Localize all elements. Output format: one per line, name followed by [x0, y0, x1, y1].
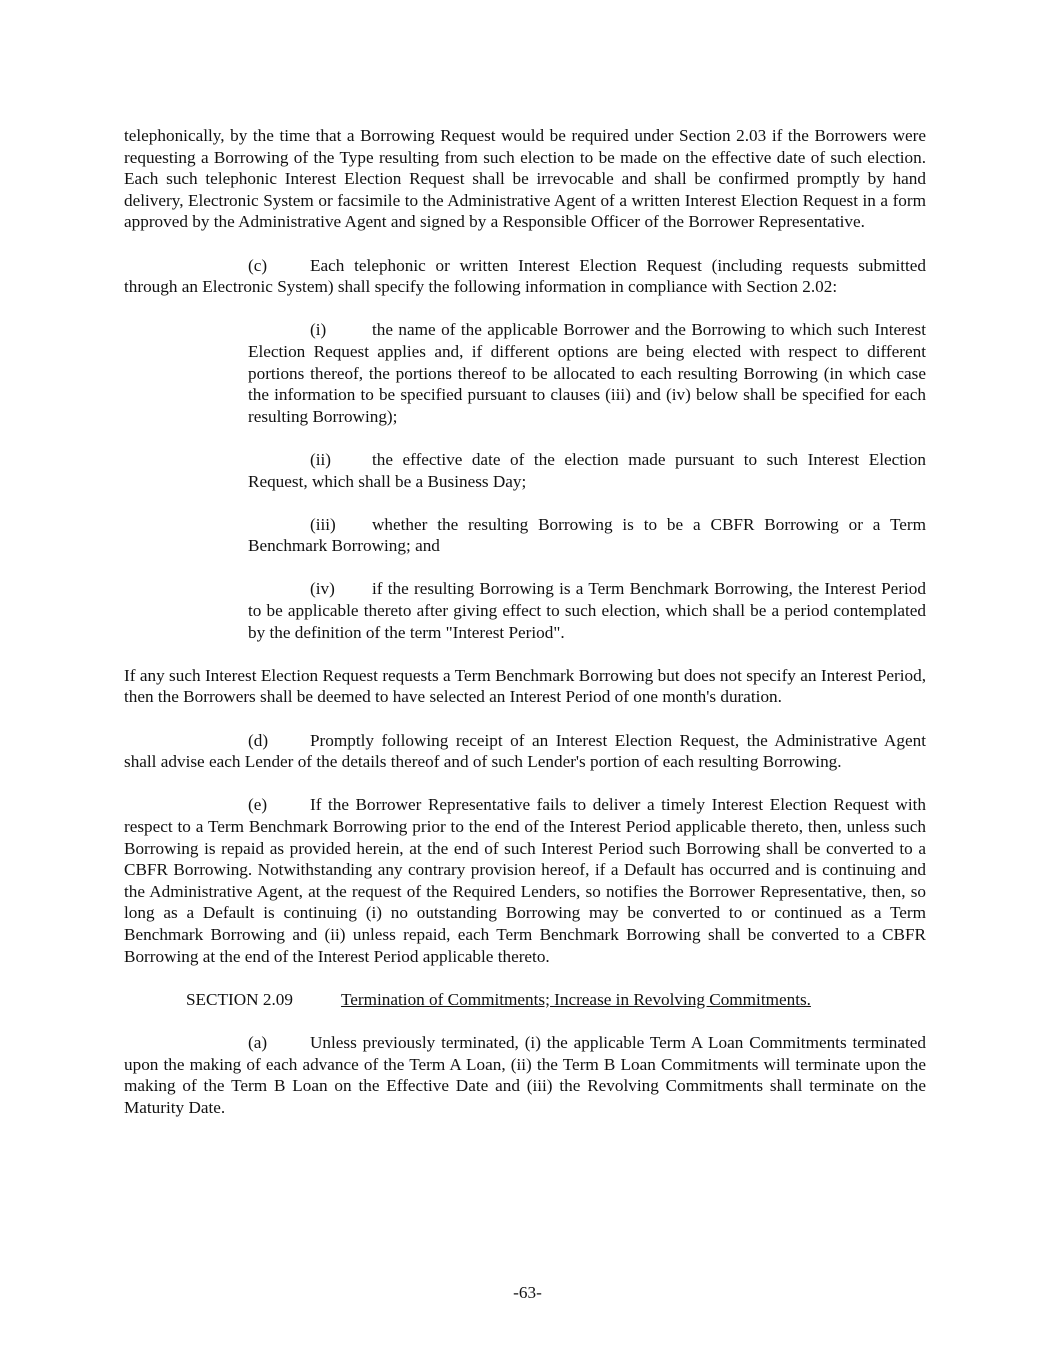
section-label: SECTION 2.09	[186, 989, 293, 1009]
subclause-label-i: (i)	[310, 320, 327, 340]
page-number: -63-	[513, 1283, 542, 1302]
paragraph-interest-period-default: If any such Interest Election Request requests a Term Benchmark Borrowing but does not specify an Interest Period, then the Borrowers shall be deemed to have selected an Interest Period of one month's duration.	[124, 665, 926, 707]
subclause-text-iii: whether the resulting Borrowing is to be a CBFR Borrowing or a Term Benchmark Borrowing; and	[248, 514, 926, 556]
subclause-label-iii: (iii)	[310, 514, 336, 534]
clause-label-a: (a)	[248, 1032, 268, 1052]
paragraph-d	[124, 730, 926, 773]
subclause-iii	[248, 514, 926, 557]
subclause-iv	[248, 578, 926, 643]
clause-label-d: (d)	[248, 730, 269, 750]
section-title: Termination of Commitments; Increase in Revolving Commitments.	[341, 989, 811, 1009]
subclause-text-iv: if the resulting Borrowing is a Term Benchmark Borrowing, the Interest Period to be applicable thereto after giving effect to such election, which shall be a period contemplated by the definition of the term "Interest Period".	[248, 579, 926, 642]
clause-label-c: (c)	[248, 255, 268, 275]
paragraph-e	[124, 794, 926, 967]
clause-text-e: If the Borrower Representative fails to deliver a timely Interest Election Request with respect to a Term Benchmark Borrowing prior to the end of the Interest Period applicable thereto, then, unless such Borrowing is repaid as provided herein, at the end of such Interest Period such Borrowing shall be converted to a CBFR Borrowing. Notwithstanding any contrary provision hereof, if a Default has occurred and is continuing and the Administrative Agent, at the request of the Required Lenders, so notifies the Borrower Representative, then, so long as a Default is continuing (i) no outstanding Borrowing may be converted to or continued as a Term Benchmark Borrowing and (ii) unless repaid, each Term Benchmark Borrowing shall be converted to a CBFR Borrowing at the end of the Interest Period applicable thereto.	[124, 795, 926, 966]
paragraph-c	[124, 255, 926, 298]
clause-label-e: (e)	[248, 795, 268, 815]
subclause-i	[248, 319, 926, 427]
subclause-text-i: the name of the applicable Borrower and the Borrowing to which such Interest Election Request applies and, if different options are being elected with respect to different portions thereof, the portions thereof to be allocated to each resulting Borrowing (in which case the information to be specified pursuant to clauses (iii) and (iv) below shall be specified for each resulting Borrowing);	[248, 320, 926, 426]
section-heading	[124, 989, 926, 1011]
document-body	[124, 125, 926, 1140]
clause-text-c: Each telephonic or written Interest Election Request (including requests submitted through an Electronic System) shall specify the following information in compliance with Section 2.02:	[124, 255, 926, 297]
subclause-label-iv: (iv)	[310, 579, 335, 599]
clause-text-a: Unless previously terminated, (i) the applicable Term A Loan Commitments terminated upon the making of each advance of the Term A Loan, (ii) the Term B Loan Commitments will terminate upon the making of the Term B Loan on the Effective Date and (iii) the Revolving Commitments shall terminate on the Maturity Date.	[124, 1032, 926, 1117]
clause-text-d: Promptly following receipt of an Interest Election Request, the Administrative Agent shall advise each Lender of the details thereof and of such Lender's portion of each resulting Borrowing.	[124, 730, 926, 772]
subclause-ii	[248, 449, 926, 492]
paragraph-a	[124, 1032, 926, 1118]
subclause-text-ii: the effective date of the election made pursuant to such Interest Election Request, which shall be a Business Day;	[248, 449, 926, 491]
paragraph-continuation: telephonically, by the time that a Borrowing Request would be required under Section 2.03 if the Borrowers were requesting a Borrowing of the Type resulting from such election to be made on the effective date of such election. Each such telephonic Interest Election Request shall be irrevocable and shall be confirmed promptly by hand delivery, Electronic System or facsimile to the Administrative Agent of a written Interest Election Request in a form approved by the Administrative Agent and signed by a Responsible Officer of the Borrower Representative.	[124, 126, 926, 232]
subclause-label-ii: (ii)	[310, 449, 331, 469]
